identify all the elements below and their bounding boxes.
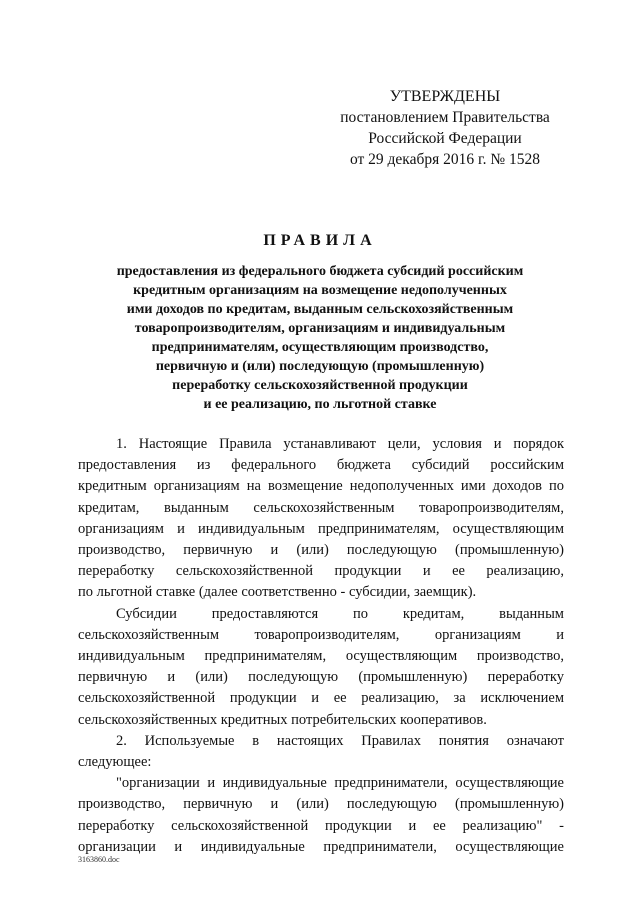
paragraph-line: организациям и индивидуальным предпринимателям, осуществляющим xyxy=(78,520,564,537)
approval-block xyxy=(330,86,560,170)
paragraph-line: переработку сельскохозяйственной продукции и ее реализацию, xyxy=(78,563,564,580)
paragraph-line: индивидуальным предпринимателям, осуществляющим производство, xyxy=(78,648,564,665)
document-subtitle xyxy=(80,262,560,414)
paragraph-line: первичную и (или) последующую (промышленную) переработку xyxy=(78,669,564,686)
document-title: ПРАВИЛА xyxy=(263,232,377,249)
paragraph-line: кредитным организациям на возмещение недополученных ими доходов по xyxy=(78,478,564,495)
paragraph-line: переработку сельскохозяйственной продукции и ее реализацию" - xyxy=(78,817,564,834)
body-text xyxy=(78,434,564,858)
paragraph xyxy=(78,773,564,858)
paragraph-line: 1. Настоящие Правила устанавливают цели, условия и порядок xyxy=(116,436,564,452)
paragraph xyxy=(78,731,564,773)
paragraph-line: сельскохозяйственной продукции и ее реализацию, за исключением xyxy=(78,690,564,707)
paragraph-line: предоставления из федерального бюджета субсидий российским xyxy=(78,457,564,474)
subtitle-line: ими доходов по кредитам, выданным сельскохозяйственным xyxy=(126,302,514,317)
paragraph-line: "организации и индивидуальные предприниматели, осуществляющие xyxy=(116,775,564,792)
paragraph-line: следующее: xyxy=(78,754,152,771)
paragraph xyxy=(78,604,564,731)
subtitle-line: товаропроизводителям, организациям и индивидуальным xyxy=(134,321,506,336)
approval-line: постановлением Правительства xyxy=(340,109,550,126)
paragraph-line: по льготной ставке (далее соответственно - субсидии, заемщик). xyxy=(78,584,477,601)
subtitle-line: предоставления из федерального бюджета субсидий российским xyxy=(116,264,524,279)
subtitle-line: переработку сельскохозяйственной продукции xyxy=(172,378,468,393)
paragraph-line: производство, первичную и (или) последующую (промышленную) xyxy=(78,542,564,559)
paragraph-line: сельскохозяйственных кредитных потребительских кооперативов. xyxy=(78,711,487,728)
paragraph-line: производство, первичную и (или) последующую (промышленную) xyxy=(78,796,564,813)
approval-line: от 29 декабря 2016 г. № 1528 xyxy=(349,151,541,168)
file-name-footer: 3163860.doc xyxy=(78,855,120,864)
subtitle-line: и ее реализацию, по льготной ставке xyxy=(203,397,437,412)
paragraph xyxy=(78,434,564,604)
paragraph-line: сельскохозяйственным товаропроизводителям, организациям и xyxy=(78,626,564,643)
subtitle-line: предпринимателям, осуществляющим производство, xyxy=(151,340,489,355)
paragraph-line: кредитам, выданным сельскохозяйственным товаропроизводителям, xyxy=(78,499,564,516)
paragraph-line: Субсидии предоставляются по кредитам, выданным xyxy=(116,605,564,622)
subtitle-line: кредитным организациям на возмещение недополученных xyxy=(133,283,507,298)
approval-line: Российской Федерации xyxy=(368,130,522,147)
paragraph-line: организации и индивидуальные предприниматели, осуществляющие xyxy=(78,838,564,855)
approval-heading: УТВЕРЖДЕНЫ xyxy=(389,88,501,105)
paragraph-line: 2. Используемые в настоящих Правилах понятия означают xyxy=(116,732,564,749)
subtitle-line: первичную и (или) последующую (промышленную) xyxy=(155,359,485,374)
